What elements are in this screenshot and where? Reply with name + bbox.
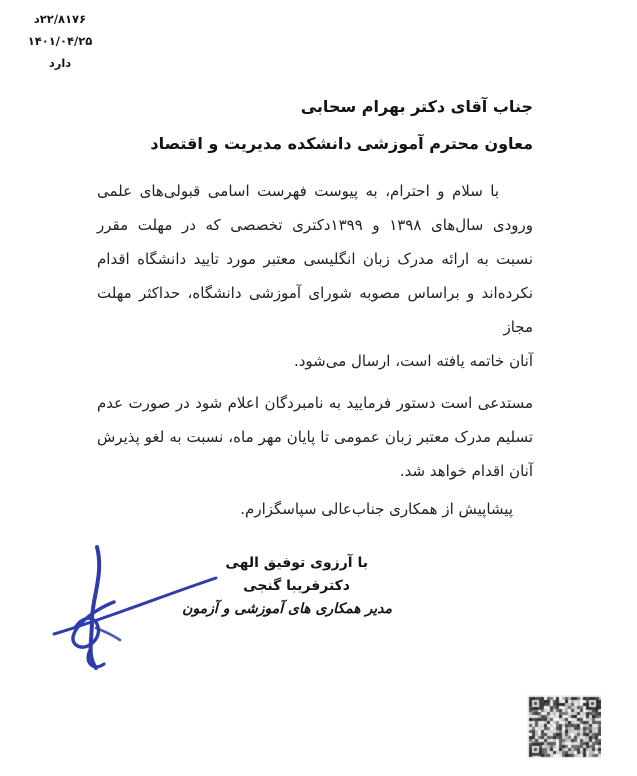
- signatory-title: مدیر همکاری های آموزشی و آزمون: [182, 601, 392, 617]
- recipient-title: معاون محترم آموزشی دانشکده مدیریت و اقتصاد: [150, 134, 533, 153]
- body-line: تسلیم مدرک معتبر زبان عمومی تا پایان مهر ماه، نسبت به لغو پذیرش: [97, 428, 533, 446]
- paragraph-1: [97, 174, 533, 378]
- body-line: آنان اقدام خواهد شد.: [399, 462, 533, 480]
- reference-number: ۲۲/۸۱۷۶د: [33, 12, 87, 26]
- signature-block: [62, 552, 392, 621]
- recipient-name: جناب آقای دکتر بهرام سحابی: [300, 97, 533, 116]
- closing-line: پیشاپیش از همکاری جناب‌عالی سپاسگزارم.: [240, 500, 513, 518]
- letter-body: [97, 174, 533, 526]
- signature-salutation: با آرزوی توفیق الهی: [225, 555, 368, 571]
- signatory-name: دکترفریبا گنجی: [243, 578, 350, 594]
- body-line: نکرده‌اند و براساس مصوبه شورای آموزشی دانشگاه، حداکثر مهلت مجاز: [97, 284, 533, 336]
- recipient-heading: [97, 88, 533, 162]
- body-line: آنان خاتمه یافته است، ارسال می‌شود.: [293, 352, 533, 370]
- reference-block: [12, 8, 108, 74]
- body-line: با سلام و احترام، به پیوست فهرست اسامی قبولی‌های علمی: [97, 182, 499, 200]
- body-line: ورودی سال‌های ۱۳۹۸ و ۱۳۹۹دکتری تخصصی که در مهلت مقرر: [97, 216, 533, 234]
- body-line: مستدعی است دستور فرمایید به نامبردگان اعلام شود در صورت عدم: [97, 394, 533, 412]
- body-line: نسبت به ارائه مدرک زبان انگلیسی معتبر مورد تایید دانشگاه اقدام: [97, 250, 533, 268]
- paragraph-2: [97, 386, 533, 488]
- reference-attachment: دارد: [48, 56, 72, 70]
- qr-code: [527, 695, 601, 758]
- reference-date: ۱۴۰۱/۰۴/۲۵: [27, 34, 93, 48]
